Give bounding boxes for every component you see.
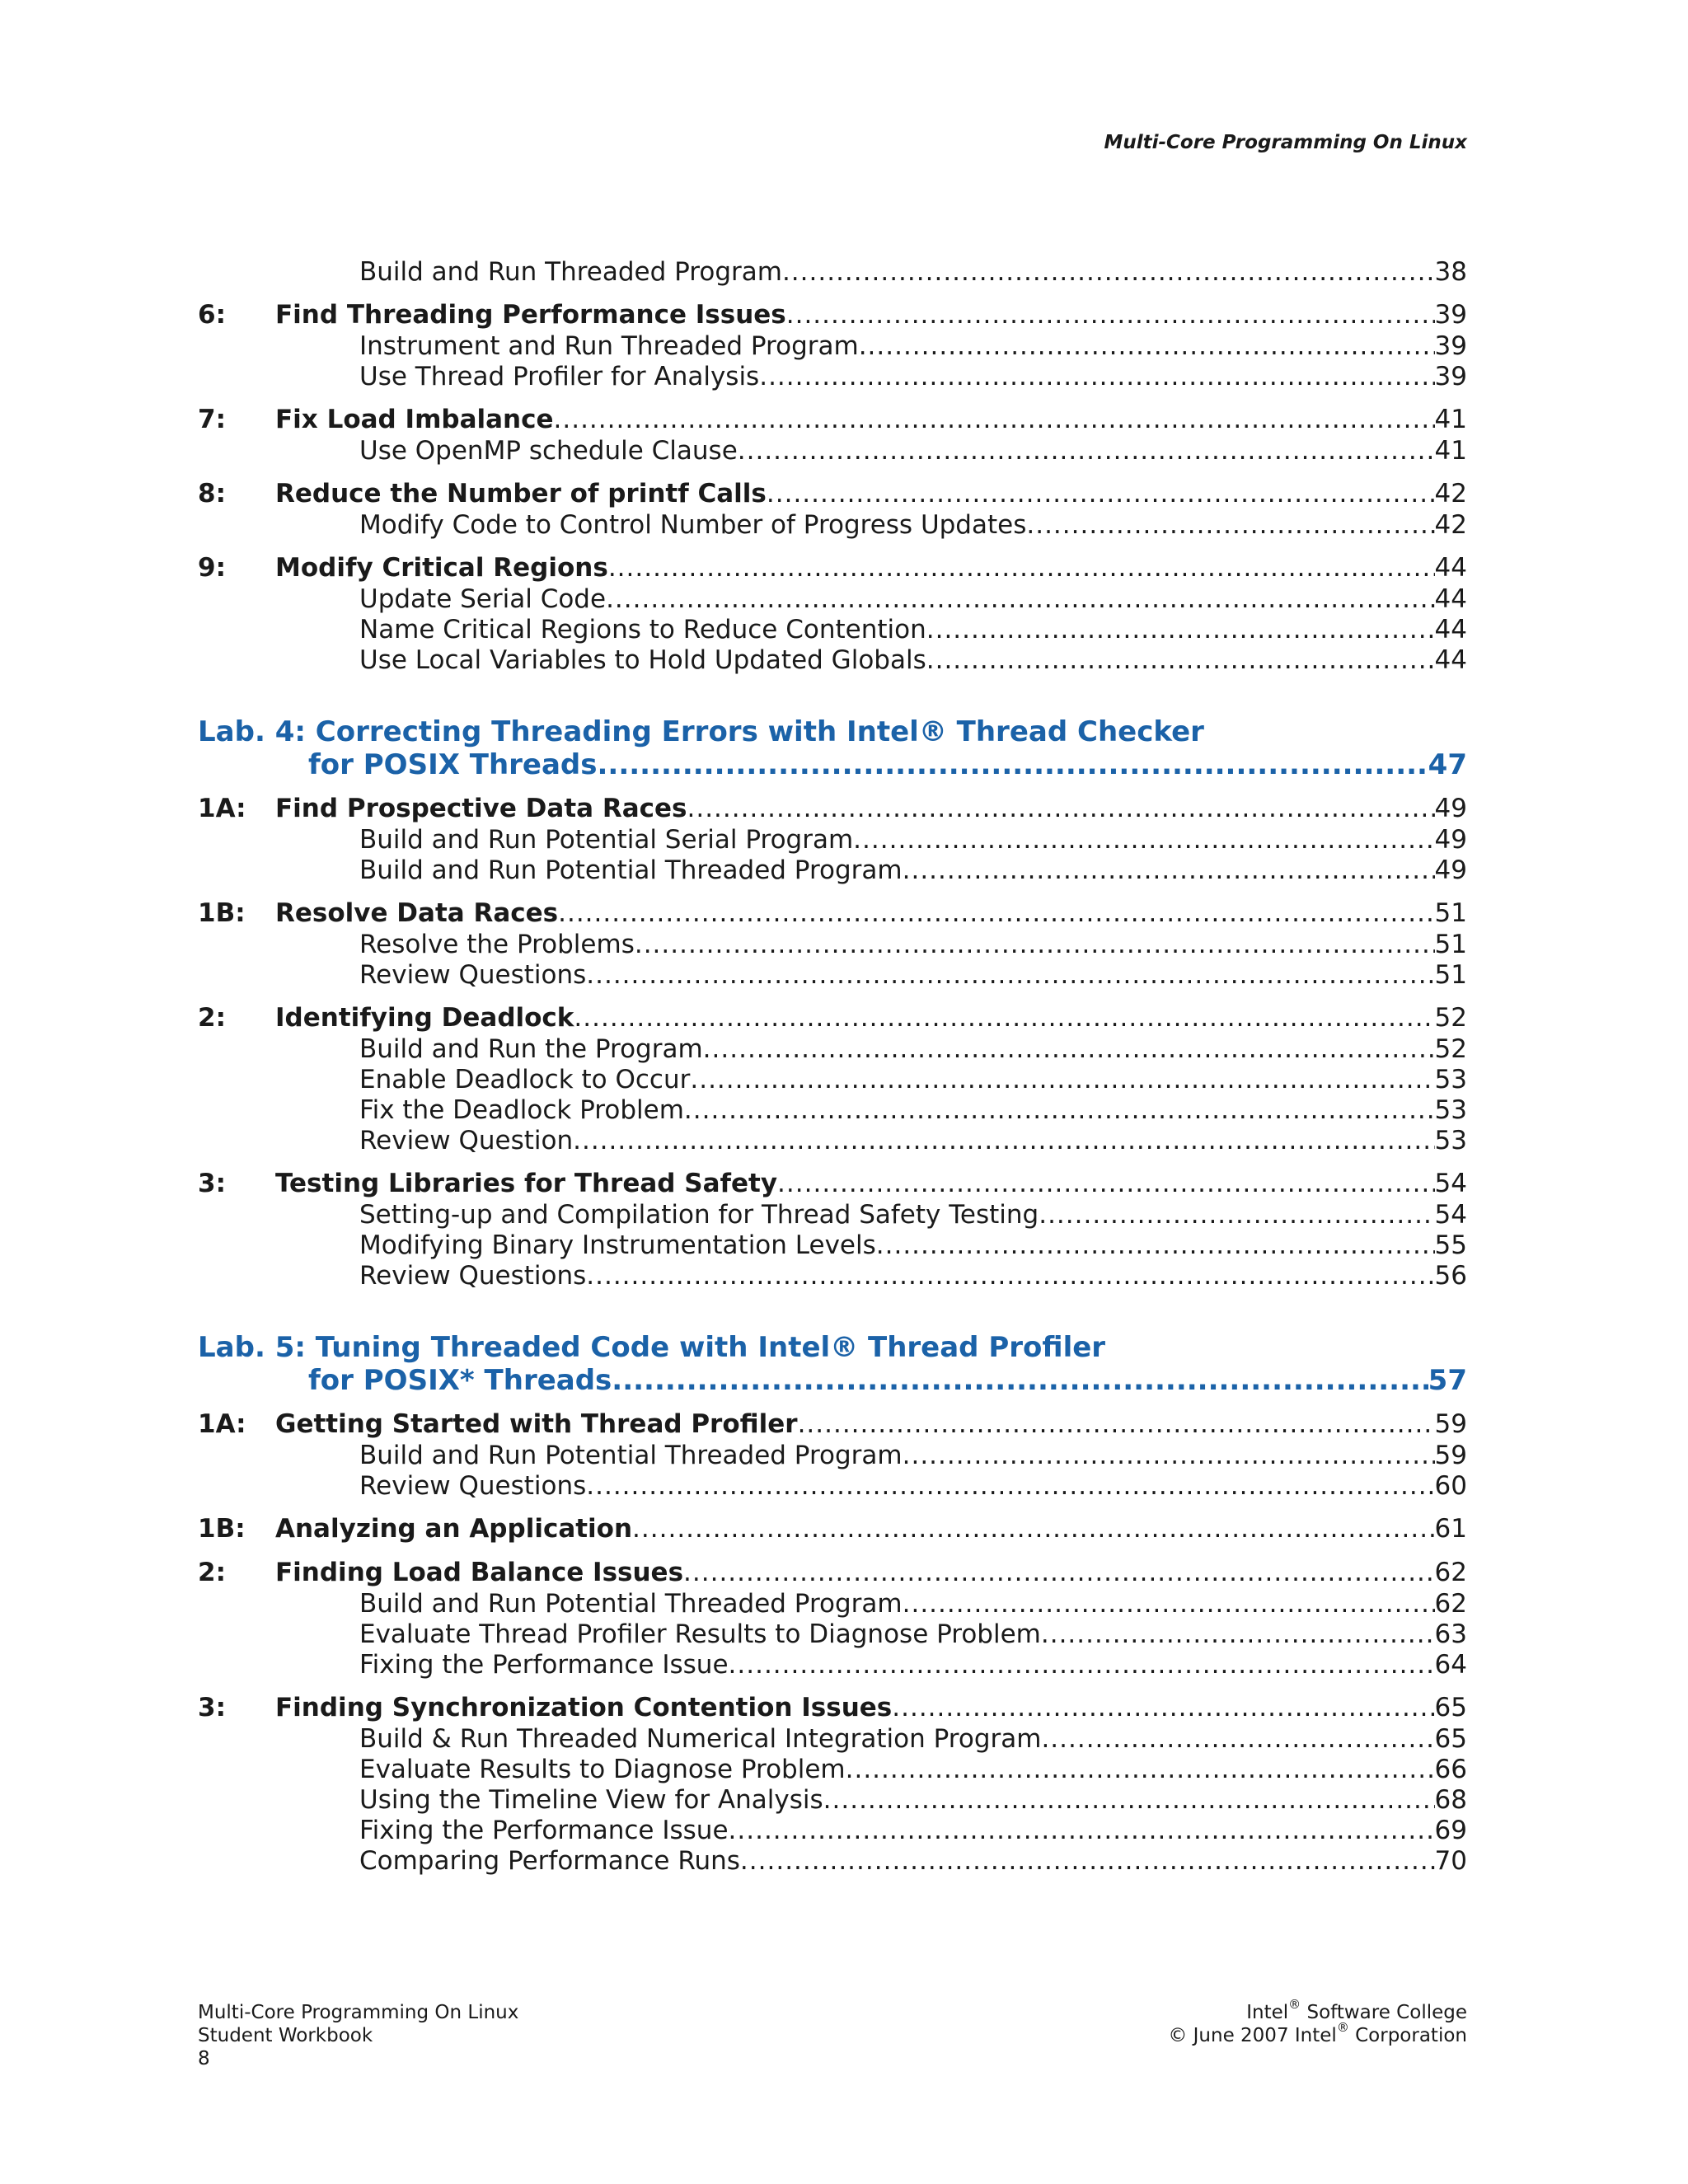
toc-leader-dots — [606, 584, 1434, 615]
toc-entry-label: Build and Run Potential Threaded Program — [359, 1589, 903, 1619]
toc-leader-dots — [586, 1471, 1434, 1502]
toc-subsection-entry[interactable] — [198, 362, 1467, 392]
toc-entry-label: Find Prospective Data Races — [275, 794, 687, 823]
toc-page-number: 65 — [1434, 1724, 1467, 1754]
toc-section-entry[interactable] — [198, 1167, 1467, 1200]
toc-section-entry[interactable] — [198, 298, 1467, 331]
toc-section-number: 1A: — [198, 794, 246, 823]
toc-section-number: 3: — [198, 1169, 226, 1198]
toc-subsection-entry[interactable] — [198, 1816, 1467, 1846]
toc-leader-dots — [859, 331, 1435, 362]
toc-subsection-entry[interactable] — [198, 615, 1467, 645]
toc-section-number: 6: — [198, 300, 226, 330]
running-header: Multi-Core Programming On Linux — [1104, 132, 1467, 153]
toc-leader-dots — [926, 615, 1435, 645]
toc-leader-dots — [738, 436, 1435, 466]
toc-page-number: 51 — [1434, 960, 1467, 990]
toc-leader-dots — [690, 1065, 1434, 1095]
toc-page-number: 65 — [1434, 1693, 1467, 1722]
toc-entry-label: Name Critical Regions to Reduce Contention — [359, 615, 926, 644]
toc-section-entry[interactable] — [198, 897, 1467, 930]
toc-entry-label: Build & Run Threaded Numerical Integration Program — [359, 1724, 1042, 1754]
toc-entry-label: Comparing Performance Runs — [359, 1846, 740, 1876]
toc-entry-label: Use Local Variables to Hold Updated Globals — [359, 645, 926, 675]
toc-entry-label: Build and Run Potential Threaded Program — [359, 855, 903, 885]
toc-lab-subtitle: for POSIX* Threads — [308, 1364, 612, 1397]
toc-section-entry[interactable] — [198, 1408, 1467, 1441]
toc-subsection-entry[interactable] — [198, 1065, 1467, 1095]
toc-subsection-entry[interactable] — [198, 1200, 1467, 1230]
toc-entry-label: Use Thread Profiler for Analysis — [359, 362, 760, 391]
toc-section-entry[interactable] — [198, 551, 1467, 584]
toc-leader-dots — [1041, 1619, 1435, 1650]
toc-subsection-entry[interactable] — [198, 645, 1467, 676]
toc-subsection-entry[interactable] — [198, 1034, 1467, 1065]
toc-leader-dots — [777, 1167, 1435, 1200]
toc-entry-label: Resolve Data Races — [275, 898, 559, 928]
toc-subsection-entry[interactable] — [198, 1230, 1467, 1261]
toc-page-number: 55 — [1434, 1230, 1467, 1260]
toc-entry-label: Testing Libraries for Thread Safety — [275, 1169, 778, 1198]
toc-leader-dots — [574, 1001, 1434, 1034]
toc-section-number: 8: — [198, 479, 226, 509]
toc-subsection-entry[interactable] — [198, 584, 1467, 615]
toc-subsection-entry[interactable] — [198, 1650, 1467, 1680]
toc-subsection-entry[interactable] — [198, 1755, 1467, 1785]
toc-entry-label: Find Threading Performance Issues — [275, 300, 786, 330]
toc-page-number: 54 — [1434, 1169, 1467, 1198]
toc-leader-dots — [892, 1691, 1434, 1724]
toc-page-number: 39 — [1434, 362, 1467, 391]
toc-leader-dots — [1041, 1724, 1434, 1755]
toc-page-number: 56 — [1434, 1261, 1467, 1291]
toc-page-number: 66 — [1434, 1755, 1467, 1784]
toc-leader-dots — [729, 1650, 1435, 1680]
toc-page-number: 39 — [1434, 331, 1467, 361]
toc-lab-subtitle: for POSIX Threads — [308, 748, 598, 781]
toc-subsection-entry[interactable] — [198, 1619, 1467, 1650]
toc-leader-dots — [903, 1441, 1435, 1471]
toc-page-number: 68 — [1434, 1785, 1467, 1815]
toc-page-number: 53 — [1434, 1065, 1467, 1094]
toc-subsection-entry[interactable] — [198, 1261, 1467, 1291]
toc-subsection-entry[interactable] — [198, 930, 1467, 960]
toc-section-number: 3: — [198, 1693, 226, 1722]
toc-page-number: 59 — [1434, 1441, 1467, 1470]
toc-entry-label: Build and Run Potential Serial Program — [359, 825, 854, 855]
toc-page-number: 44 — [1434, 645, 1467, 675]
toc-lab-heading[interactable] — [198, 1331, 1467, 1397]
toc-page-number: 52 — [1434, 1003, 1467, 1033]
toc-page-number: 49 — [1434, 855, 1467, 885]
toc-page-number: 57 — [1428, 1364, 1467, 1397]
toc-entry-label: Modify Critical Regions — [275, 553, 608, 583]
toc-leader-dots — [554, 403, 1435, 436]
toc-subsection-entry[interactable] — [198, 1441, 1467, 1471]
toc-page-number: 53 — [1434, 1095, 1467, 1125]
toc-leader-dots — [759, 362, 1434, 392]
toc-section-number: 1B: — [198, 898, 246, 928]
toc-page-number: 44 — [1434, 615, 1467, 644]
toc-page-number: 54 — [1434, 1200, 1467, 1230]
toc-section-entry[interactable] — [198, 792, 1467, 825]
footer-workbook-label: Student Workbook — [198, 2025, 373, 2046]
toc-section-entry[interactable] — [198, 1691, 1467, 1724]
toc-page-number: 52 — [1434, 1034, 1467, 1064]
toc-entry-label: Finding Load Balance Issues — [275, 1558, 684, 1587]
toc-entry-label: Modify Code to Control Number of Progress Updates — [359, 510, 1027, 540]
toc-entry-label: Review Questions — [359, 1261, 587, 1291]
toc-section-number: 9: — [198, 553, 226, 583]
toc-page-number: 60 — [1434, 1471, 1467, 1501]
toc-leader-dots — [687, 792, 1435, 825]
toc-leader-dots — [586, 960, 1434, 991]
toc-leader-dots — [1026, 510, 1434, 541]
toc-leader-dots — [612, 1364, 1428, 1397]
table-of-contents — [198, 257, 1467, 1877]
toc-page-number: 39 — [1434, 300, 1467, 330]
toc-entry-label: Identifying Deadlock — [275, 1003, 574, 1033]
toc-entry-label: Using the Timeline View for Analysis — [359, 1785, 823, 1815]
toc-entry-label: Reduce the Number of printf Calls — [275, 479, 767, 509]
toc-entry-label: Review Question — [359, 1126, 574, 1155]
toc-leader-dots — [1039, 1200, 1434, 1230]
toc-lab-heading[interactable] — [198, 715, 1467, 781]
toc-entry-label: Resolve the Problems — [359, 930, 635, 959]
toc-page-number: 51 — [1434, 898, 1467, 928]
toc-section-number: 2: — [198, 1003, 226, 1033]
toc-leader-dots — [823, 1785, 1435, 1816]
toc-leader-dots — [729, 1816, 1435, 1846]
toc-subsection-entry[interactable] — [198, 1724, 1467, 1755]
toc-entry-label: Build and Run Threaded Program — [359, 257, 782, 287]
toc-subsection-entry[interactable] — [198, 1589, 1467, 1619]
toc-section-number: 1B: — [198, 1514, 246, 1544]
toc-subsection-entry[interactable] — [198, 1785, 1467, 1816]
toc-leader-dots — [598, 748, 1428, 781]
toc-leader-dots — [782, 257, 1435, 288]
toc-leader-dots — [767, 477, 1435, 510]
toc-page-number: 70 — [1434, 1846, 1467, 1876]
toc-leader-dots — [608, 551, 1435, 584]
toc-subsection-entry[interactable] — [198, 825, 1467, 855]
toc-subsection-entry[interactable] — [198, 1095, 1467, 1126]
toc-page-number: 51 — [1434, 930, 1467, 959]
toc-subsection-entry[interactable] — [198, 855, 1467, 886]
toc-leader-dots — [740, 1846, 1435, 1877]
toc-page-number: 44 — [1434, 584, 1467, 614]
toc-entry-label: Setting-up and Compilation for Thread Safety Testing — [359, 1200, 1039, 1230]
toc-lab-title: Lab. 5: Tuning Threaded Code with Intel® Thread Profiler — [198, 1331, 1106, 1364]
toc-leader-dots — [876, 1230, 1435, 1261]
toc-page-number: 49 — [1434, 794, 1467, 823]
toc-page-number: 41 — [1434, 436, 1467, 466]
toc-leader-dots — [846, 1755, 1435, 1785]
toc-page-number: 41 — [1434, 405, 1467, 434]
toc-entry-label: Review Questions — [359, 960, 587, 990]
toc-entry-label: Modifying Binary Instrumentation Levels — [359, 1230, 876, 1260]
footer-right — [1168, 1997, 1467, 2047]
toc-section-number: 7: — [198, 405, 226, 434]
toc-page-number: 53 — [1434, 1126, 1467, 1155]
toc-leader-dots — [586, 1261, 1434, 1291]
toc-leader-dots — [573, 1126, 1434, 1156]
toc-page-number: 42 — [1434, 479, 1467, 509]
toc-page-number: 38 — [1434, 257, 1467, 287]
toc-entry-label: Use OpenMP schedule Clause — [359, 436, 738, 466]
footer-page-number: 8 — [198, 2048, 210, 2069]
toc-entry-label: Build and Run the Program — [359, 1034, 703, 1064]
toc-entry-label: Fix Load Imbalance — [275, 405, 554, 434]
toc-section-number: 1A: — [198, 1409, 246, 1439]
footer-book-title: Multi-Core Programming On Linux — [198, 2002, 519, 2023]
toc-subsection-entry[interactable] — [198, 331, 1467, 362]
toc-subsection-entry[interactable] — [198, 1126, 1467, 1156]
toc-subsection-entry[interactable] — [198, 1846, 1467, 1877]
toc-leader-dots — [558, 897, 1434, 930]
footer-copyright: © June 2007 Intel® Corporation — [1168, 2020, 1467, 2046]
toc-subsection-entry[interactable] — [198, 436, 1467, 466]
toc-leader-dots — [786, 298, 1435, 331]
toc-section-entry[interactable] — [198, 1001, 1467, 1034]
toc-page-number: 49 — [1434, 825, 1467, 855]
toc-leader-dots — [903, 855, 1435, 886]
toc-section-entry[interactable] — [198, 1556, 1467, 1589]
toc-subsection-entry[interactable] — [198, 257, 1467, 288]
toc-page-number: 44 — [1434, 553, 1467, 583]
toc-leader-dots — [853, 825, 1434, 855]
toc-page-number: 62 — [1434, 1589, 1467, 1619]
toc-entry-label: Fix the Deadlock Problem — [359, 1095, 684, 1125]
toc-leader-dots — [632, 1512, 1435, 1545]
toc-entry-label: Review Questions — [359, 1471, 587, 1501]
toc-entry-label: Fixing the Performance Issue — [359, 1816, 729, 1845]
toc-page-number: 42 — [1434, 510, 1467, 540]
toc-page-number: 47 — [1428, 748, 1467, 781]
toc-leader-dots — [703, 1034, 1435, 1065]
toc-page-number: 64 — [1434, 1650, 1467, 1680]
toc-leader-dots — [903, 1589, 1435, 1619]
toc-section-entry[interactable] — [198, 1512, 1467, 1545]
toc-page-number: 69 — [1434, 1816, 1467, 1845]
toc-entry-label: Evaluate Thread Profiler Results to Diagnose Problem — [359, 1619, 1041, 1649]
toc-page-number: 62 — [1434, 1558, 1467, 1587]
footer-publisher: Intel® Software College — [1246, 1997, 1467, 2023]
toc-entry-label: Update Serial Code — [359, 584, 607, 614]
toc-entry-label: Build and Run Potential Threaded Program — [359, 1441, 903, 1470]
toc-leader-dots — [683, 1556, 1435, 1589]
toc-section-entry[interactable] — [198, 403, 1467, 436]
toc-lab-title: Lab. 4: Correcting Threading Errors with Intel® Thread Checker — [198, 715, 1204, 748]
toc-entry-label: Getting Started with Thread Profiler — [275, 1409, 798, 1439]
toc-leader-dots — [926, 645, 1435, 676]
toc-entry-label: Finding Synchronization Contention Issues — [275, 1693, 893, 1722]
toc-leader-dots — [684, 1095, 1435, 1126]
toc-page-number: 61 — [1434, 1514, 1467, 1544]
toc-leader-dots — [635, 930, 1435, 960]
toc-section-number: 2: — [198, 1558, 226, 1587]
toc-page-number: 59 — [1434, 1409, 1467, 1439]
toc-entry-label: Evaluate Results to Diagnose Problem — [359, 1755, 846, 1784]
toc-subsection-entry[interactable] — [198, 510, 1467, 541]
toc-leader-dots — [798, 1408, 1435, 1441]
toc-section-entry[interactable] — [198, 477, 1467, 510]
footer-left — [198, 2001, 518, 2070]
toc-subsection-entry[interactable] — [198, 1471, 1467, 1502]
toc-subsection-entry[interactable] — [198, 960, 1467, 991]
toc-entry-label: Instrument and Run Threaded Program — [359, 331, 859, 361]
toc-entry-label: Enable Deadlock to Occur — [359, 1065, 691, 1094]
toc-entry-label: Analyzing an Application — [275, 1514, 633, 1544]
toc-page-number: 63 — [1434, 1619, 1467, 1649]
toc-entry-label: Fixing the Performance Issue — [359, 1650, 729, 1680]
